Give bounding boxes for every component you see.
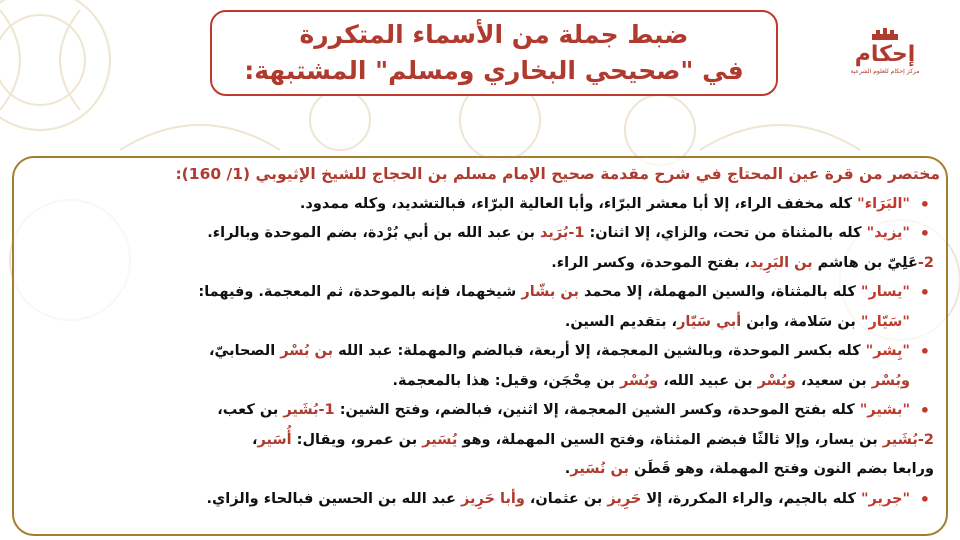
line-text: ، bbox=[251, 431, 258, 448]
highlight: أُسَير bbox=[257, 431, 292, 448]
line-text: . bbox=[564, 461, 571, 477]
line-text: عبد الله بن الحسين فبالحاء والزاي. bbox=[206, 490, 462, 507]
term: "سَيّار" bbox=[860, 313, 910, 330]
line-text: كله بالمثناة، والسين المهملة، إلا محمد bbox=[578, 284, 861, 300]
line-text: بن يسار، وإلا ثالثًا فبضم المثناة، وفتح السين المهملة، وهو bbox=[457, 431, 883, 448]
title-line-2: في "صحيحي البخاري ومسلم" المشتبهة: bbox=[244, 56, 744, 85]
bullet-icon: • bbox=[919, 194, 930, 214]
list-item bbox=[20, 485, 940, 515]
line-text: بن سعيد، bbox=[795, 372, 872, 389]
bullet-icon: • bbox=[919, 401, 930, 420]
line-text: كله بفتح الموحدة، وكسر الشين المعجمة، إلا اثنين، فبالضم، وفتح الشين: bbox=[334, 402, 860, 418]
line-text: شيخهما، فإنه بالموحدة، ثم المعجمة. وفيهما: bbox=[198, 284, 522, 300]
title-box bbox=[210, 10, 778, 96]
list-item bbox=[20, 337, 940, 367]
line-text: كله بالمثناة من تحت، والزاي، إلا اثنان: bbox=[584, 225, 867, 241]
highlight: بن بُسْر bbox=[280, 343, 334, 359]
highlight: بن بشّار bbox=[521, 284, 579, 300]
highlight: 1-بُشَير bbox=[283, 402, 335, 418]
logo-emblem-icon bbox=[870, 28, 900, 42]
highlight: وبُسْر bbox=[871, 372, 910, 389]
list-item bbox=[20, 278, 940, 308]
line-text: بن كعب، bbox=[217, 402, 284, 418]
title-line-1: ضبط جملة من الأسماء المتكررة bbox=[299, 20, 689, 49]
list-item-continuation bbox=[20, 367, 940, 397]
logo bbox=[850, 28, 920, 98]
list-item-continuation bbox=[20, 249, 940, 279]
line-text: كله بالجيم، والراء المكررة، إلا bbox=[641, 490, 861, 507]
bullet-icon: • bbox=[919, 342, 930, 361]
line-text: كله بكسر الموحدة، وبالشين المعجمة، إلا أربعة، فبالضم والمهملة: عبد الله bbox=[333, 343, 866, 359]
line-text: بن عبد الله بن أبي بُرْدة، بضم الموحدة وبالراء. bbox=[207, 225, 541, 241]
line-text: بن عثمان، bbox=[524, 490, 608, 507]
term: "جرير" bbox=[860, 490, 910, 507]
line-text: عَلِيّ بن هاشم bbox=[812, 254, 918, 271]
line-text: ، بتقديم السين. bbox=[564, 313, 678, 330]
list-item bbox=[20, 190, 940, 220]
line-text: الصحابيّ، bbox=[208, 343, 281, 359]
bullet-icon: • bbox=[919, 283, 930, 302]
content-heading: مختصر من قرة عين المحتاج في شرح مقدمة صحيح الإمام مسلم بن الحجاج للشيخ الإثيوبي (1/ 160): bbox=[175, 165, 940, 183]
line-text: كله مخفف الراء، إلا أبا معشر البرّاء، وأبا العالية البرّاء، فبالتشديد، وكله ممدود. bbox=[299, 195, 858, 212]
highlight: حَرِيز bbox=[607, 490, 642, 507]
highlight: وبُسْر bbox=[619, 372, 659, 389]
line-text: بن سَلامة، وابن bbox=[741, 313, 861, 330]
highlight: 2-بُشَير bbox=[882, 431, 934, 448]
list-item-continuation bbox=[20, 455, 940, 485]
list-item bbox=[20, 219, 940, 249]
term: "يزيد" bbox=[866, 225, 910, 241]
line-text: ، بفتح الموحدة، وكسر الراء. bbox=[551, 254, 750, 271]
bullet-icon: • bbox=[919, 224, 930, 243]
line-text: بن عمرو، ويقال: bbox=[291, 431, 423, 448]
line-text: ورابعا بضم النون وفتح المهملة، وهو قَطَن bbox=[629, 461, 934, 477]
term: "البَرَاء" bbox=[857, 195, 910, 212]
highlight: بن نُسَير bbox=[570, 461, 629, 477]
highlight: وبُسْر bbox=[757, 372, 796, 389]
line-text: بن عبيد الله، bbox=[658, 372, 758, 389]
term: "بشير" bbox=[859, 402, 910, 418]
bullet-icon: • bbox=[919, 489, 930, 509]
content-text bbox=[20, 160, 940, 514]
logo-subtext: مركز إحكام للعلوم الشرعية bbox=[850, 68, 920, 75]
highlight: وأبا حَرِيز bbox=[461, 490, 525, 507]
logo-text: إحكام bbox=[854, 42, 916, 67]
line-text: بن مِحْجَن، وقيل: هذا بالمعجمة. bbox=[392, 372, 620, 389]
highlight: أبي سَيّار bbox=[677, 313, 742, 330]
highlight: يُسَير bbox=[422, 431, 458, 448]
term: "بِشر" bbox=[865, 343, 910, 359]
highlight: بن البَرِيد bbox=[749, 254, 813, 271]
term: "يسار" bbox=[860, 284, 910, 300]
highlight: 2- bbox=[917, 254, 934, 271]
list-item-continuation bbox=[20, 426, 940, 456]
list-item-continuation bbox=[20, 308, 940, 338]
highlight: 1-بُرَيد bbox=[540, 225, 585, 241]
list-item bbox=[20, 396, 940, 426]
